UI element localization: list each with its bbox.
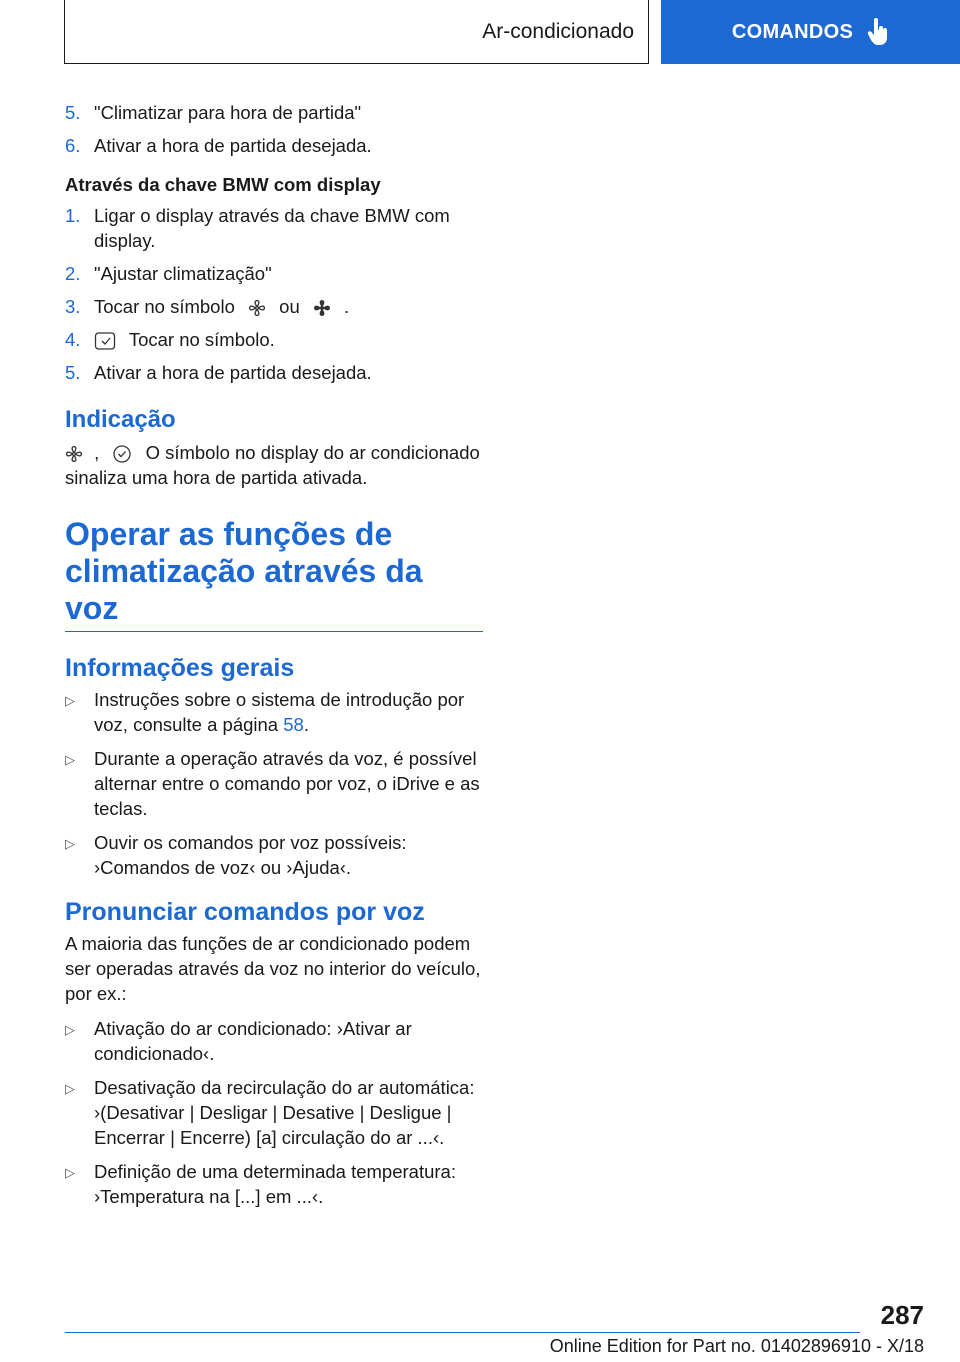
fan-icon [248,299,266,317]
list-item-text: Desativação da recirculação do ar automática: ›(Desativar | Desligar | Desative | Desligue | Encerrar | Encerre) [a] circulação do ar ...‹. [94,1077,475,1148]
fan-max-icon [313,299,331,317]
step-item [65,100,483,125]
step-number: 1. [65,205,81,226]
pointing-hand-icon [867,18,889,46]
step-text-main: Tocar no símbolo. [128,329,275,350]
step-item [65,133,483,158]
step-text [94,294,483,319]
step-number: 6. [65,135,81,156]
list-item [65,746,483,821]
note-text-continued: sinaliza uma hora de partida ativada. [65,467,368,488]
step-number: 2. [65,263,81,284]
step-text-mid: ou [279,296,300,317]
step-number: 5. [65,362,81,383]
note-text-main: O símbolo no display do ar condicionado [145,442,480,463]
bullet-triangle-icon: ▷ [65,1165,75,1180]
step-text: "Climatizar para hora de partida" [94,102,362,123]
general-info-title: Informações gerais [65,654,295,682]
header-section-title [64,0,649,64]
chapter-name: COMANDOS [731,20,854,43]
step-number: 5. [65,102,81,123]
list-item-text: Instruções sobre o sistema de introdução por voz, consulte a página [94,689,465,735]
step-text: Ativar a hora de partida desejada. [94,362,372,383]
list-item [65,1075,483,1150]
bullet-triangle-icon: ▷ [65,1022,75,1037]
step-text-pre: Tocar no símbolo [94,296,235,317]
page-reference-link[interactable]: 58 [283,714,304,735]
note-title: Indicação [65,406,176,433]
page-number: 287 [880,1300,924,1330]
page-content [65,100,483,1218]
list-item-text: Durante a operação através da voz, é possível alternar entre o comando por voz, o iDrive e as teclas. [94,748,480,819]
list-item [65,687,483,737]
bullet-triangle-icon: ▷ [65,693,75,708]
list-item-period: . [303,714,309,735]
step-text-post: . [344,296,350,317]
clock-check-icon [112,444,132,464]
step-item [65,203,483,253]
list-item [65,1016,483,1066]
list-item-text: Ouvir os comandos por voz possíveis: ›Comandos de voz‹ ou ›Ajuda‹. [94,832,407,878]
note-separator: , [94,442,100,463]
step-text: "Ajustar climatização" [94,263,272,284]
section-name: Ar-condicionado [482,19,634,43]
voice-commands-intro: A maioria das funções de ar condicionado podem ser operadas através da voz no interior do veículo, por ex.: [65,933,481,1004]
bullet-triangle-icon: ▷ [65,836,75,851]
list-item-text: Ativação do ar condicionado: ›Ativar ar condicionado‹. [94,1018,412,1064]
footer-divider [65,1332,860,1333]
step-item [65,360,483,385]
step-number: 4. [65,329,81,350]
bullet-triangle-icon: ▷ [65,1081,75,1096]
step-text [94,327,483,352]
list-item [65,830,483,880]
list-item [65,1159,483,1209]
step-text: Ligar o display através da chave BMW com display. [94,205,450,251]
step-number: 3. [65,296,81,317]
step-item [65,261,483,286]
main-heading: Operar as funções de climatização através da voz [65,516,483,632]
step-item [65,294,483,319]
header-chapter-tab[interactable] [661,0,960,64]
step-item [65,327,483,352]
key-section-title: Através da chave BMW com display [65,174,381,195]
note-text [65,440,483,465]
voice-commands-title: Pronunciar comandos por voz [65,898,425,926]
bullet-triangle-icon: ▷ [65,752,75,767]
fan-icon [65,445,83,463]
footer-edition: Online Edition for Part no. 01402896910 - X/18 [549,1336,924,1356]
timer-icon [94,331,116,351]
step-text: Ativar a hora de partida desejada. [94,135,372,156]
list-item-text: Definição de uma determinada temperatura: ›Temperatura na [...] em ...‹. [94,1161,456,1207]
